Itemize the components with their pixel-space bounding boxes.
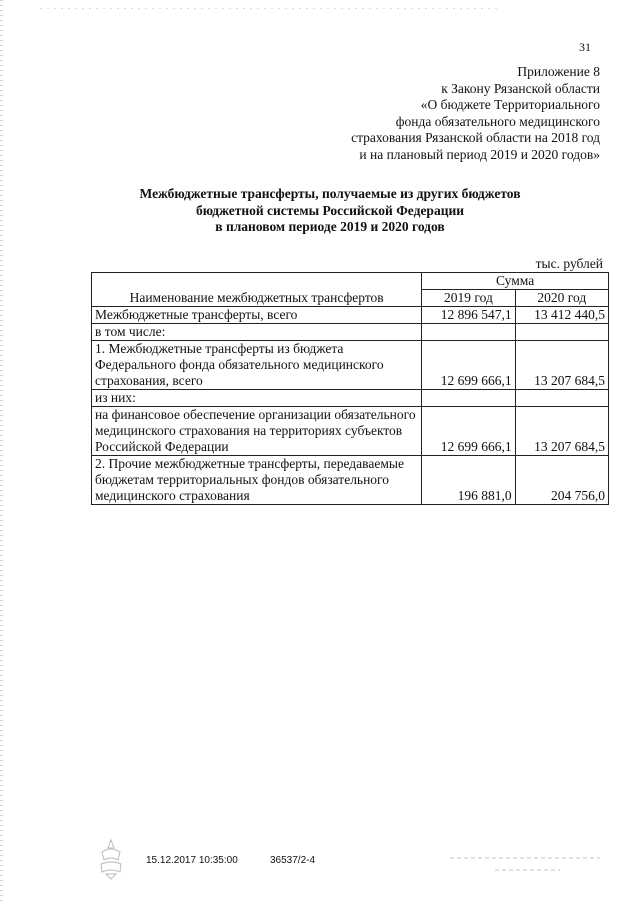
- row-value-2019: 12 699 666,1: [422, 407, 515, 456]
- row-value-2020: 204 756,0: [515, 456, 608, 505]
- table-row: [92, 341, 609, 390]
- row-value-2020: 13 207 684,5: [515, 341, 608, 390]
- appendix-line: к Закону Рязанской области: [441, 80, 600, 96]
- appendix-line: и на плановый период 2019 и 2020 годов»: [359, 146, 600, 162]
- row-name: 2. Прочие межбюджетные трансферты, передаваемые бюджетам территориальных фондов обязательного медицинского страхования: [92, 456, 422, 505]
- units-label: тыс. рублей: [535, 256, 603, 271]
- row-name: из них:: [92, 390, 422, 407]
- row-name: 1. Межбюджетные трансферты из бюджета Федерального фонда обязательного медицинского страхования, всего: [92, 341, 422, 390]
- row-value-2019: 196 881,0: [422, 456, 515, 505]
- table-row: [92, 324, 609, 341]
- scan-top-artifact: [40, 8, 500, 9]
- stamp-mark-icon: [96, 838, 126, 880]
- row-value-2019: 12 699 666,1: [422, 341, 515, 390]
- header-name-cell: Наименование межбюджетных трансфертов: [92, 273, 422, 307]
- row-name: в том числе:: [92, 324, 422, 341]
- header-year-2020: 2020 год: [515, 290, 608, 307]
- table-row: [92, 407, 609, 456]
- appendix-line: Приложение 8: [517, 64, 600, 79]
- appendix-line: «О бюджете Территориального: [420, 97, 600, 112]
- row-name: Межбюджетные трансферты, всего: [92, 307, 422, 324]
- table-row: [92, 456, 609, 505]
- row-value-2019: [422, 390, 515, 407]
- table-header-row: [92, 273, 609, 290]
- row-value-2020: 13 207 684,5: [515, 407, 608, 456]
- row-value-2019: 12 896 547,1: [422, 307, 515, 324]
- appendix-line: фонда обязательного медицинского: [395, 113, 600, 129]
- header-sum-cell: Сумма: [422, 273, 609, 290]
- table-row: [92, 390, 609, 407]
- footer-code: 36537/2-4: [270, 855, 316, 866]
- footer-timestamp: 15.12.2017 10:35:00: [146, 855, 238, 866]
- row-name: на финансовое обеспечение организации обязательного медицинского страхования на территориях субъектов Российской Федерации: [92, 407, 422, 456]
- row-value-2019: [422, 324, 515, 341]
- appendix-note: [260, 64, 600, 163]
- transfers-table: [91, 272, 609, 505]
- row-value-2020: [515, 390, 608, 407]
- appendix-line: страхования Рязанской области на 2018 год: [351, 130, 600, 145]
- row-value-2020: [515, 324, 608, 341]
- faint-stamp-artifact: [450, 852, 600, 876]
- title-line: бюджетной системы Российской Федерации: [195, 202, 465, 218]
- scan-margin-artifact: [0, 0, 3, 905]
- header-year-2019: 2019 год: [422, 290, 515, 307]
- row-value-2020: 13 412 440,5: [515, 307, 608, 324]
- table-row: [92, 307, 609, 324]
- title-line: в плановом периоде 2019 и 2020 годов: [215, 219, 445, 234]
- document-title: [80, 186, 580, 236]
- title-line: Межбюджетные трансферты, получаемые из других бюджетов: [139, 186, 521, 201]
- page-number: 31: [579, 40, 591, 54]
